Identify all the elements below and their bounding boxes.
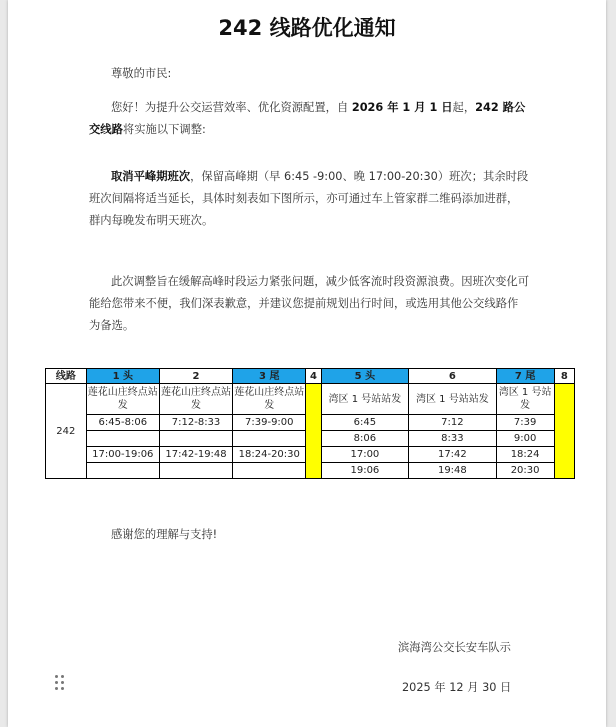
table-cell: 17:42-19:48 <box>159 447 232 463</box>
paragraph-intro <box>89 97 529 141</box>
table-cell <box>233 431 306 447</box>
route-name: 242 路公交线路 <box>89 101 526 136</box>
header-col-8: 8 <box>554 369 574 384</box>
adjustment-text: ，保留高峰期（早 6:45 -9:00、晚 17:00-20:30）班次；其余时段班次间隔将适当延长，具体时刻表如下图所示，亦可通过车上管家群二维码添加进群，群内每晚发布明天班次。 <box>89 170 529 227</box>
header-col-3: 3 尾 <box>233 369 306 384</box>
separator-column-4 <box>306 384 321 479</box>
table-cell: 7:12-8:33 <box>159 415 232 431</box>
table-cell <box>233 463 306 479</box>
table-cell: 18:24-20:30 <box>233 447 306 463</box>
station-cell: 湾区 1 号站站发 <box>409 384 496 415</box>
table-cell: 6:45-8:06 <box>86 415 159 431</box>
issue-date: 2025 年 12 月 30 日 <box>402 681 512 694</box>
table-header-row <box>46 369 575 384</box>
table-cell <box>86 431 159 447</box>
table-cell: 18:24 <box>496 447 554 463</box>
greeting: 尊敬的市民: <box>111 67 172 80</box>
route-cell: 242 <box>46 384 87 479</box>
table-cell: 8:33 <box>409 431 496 447</box>
table-cell <box>159 431 232 447</box>
table-cell: 7:39 <box>496 415 554 431</box>
table-cell: 20:30 <box>496 463 554 479</box>
table-cell: 9:00 <box>496 431 554 447</box>
station-cell: 湾区 1 号站站发 <box>321 384 408 415</box>
header-col-1: 1 头 <box>86 369 159 384</box>
effective-date: 2026 年 1 月 1 日 <box>351 101 453 114</box>
thanks-line: 感谢您的理解与支持! <box>111 528 218 541</box>
intro-text-a: 您好！为提升公交运营效率、优化资源配置，自 <box>111 101 352 114</box>
table-cell: 7:12 <box>409 415 496 431</box>
intro-text-b: 起， <box>452 101 476 114</box>
table-cell <box>86 463 159 479</box>
table-cell: 6:45 <box>321 415 408 431</box>
separator-column-8 <box>554 384 574 479</box>
header-col-4: 4 <box>306 369 321 384</box>
paragraph-adjustment <box>89 166 529 232</box>
table-cell: 17:00 <box>321 447 408 463</box>
header-col-6: 6 <box>409 369 496 384</box>
signature: 滨海湾公交长安车队示 <box>398 641 511 654</box>
document-title: 242 线路优化通知 <box>218 16 396 40</box>
drag-handle-icon[interactable] <box>55 675 67 691</box>
station-cell: 莲花山庄终点站发 <box>159 384 232 415</box>
table-cell: 7:39-9:00 <box>233 415 306 431</box>
header-col-2: 2 <box>159 369 232 384</box>
paragraph-reason: 此次调整旨在缓解高峰时段运力紧张问题，减少低客流时段资源浪费。因班次变化可能给您带来不便，我们深表歉意，并建议您提前规划出行时间，或选用其他公交线路作为备选。 <box>89 275 529 332</box>
table-cell <box>159 463 232 479</box>
table-cell: 17:42 <box>409 447 496 463</box>
station-cell: 湾区 1 号站发 <box>496 384 554 415</box>
station-cell: 莲花山庄终点站发 <box>86 384 159 415</box>
header-col-7: 7 尾 <box>496 369 554 384</box>
table-cell: 8:06 <box>321 431 408 447</box>
table-cell: 17:00-19:06 <box>86 447 159 463</box>
table-row <box>46 384 575 415</box>
table-cell: 19:06 <box>321 463 408 479</box>
header-col-5: 5 头 <box>321 369 408 384</box>
table-cell: 19:48 <box>409 463 496 479</box>
station-cell: 莲花山庄终点站发 <box>233 384 306 415</box>
schedule-table <box>45 368 575 479</box>
header-route: 线路 <box>46 369 87 384</box>
adjustment-bold: 取消平峰期班次 <box>111 170 191 183</box>
document-page <box>8 0 606 727</box>
intro-text-c: 将实施以下调整: <box>122 123 206 136</box>
